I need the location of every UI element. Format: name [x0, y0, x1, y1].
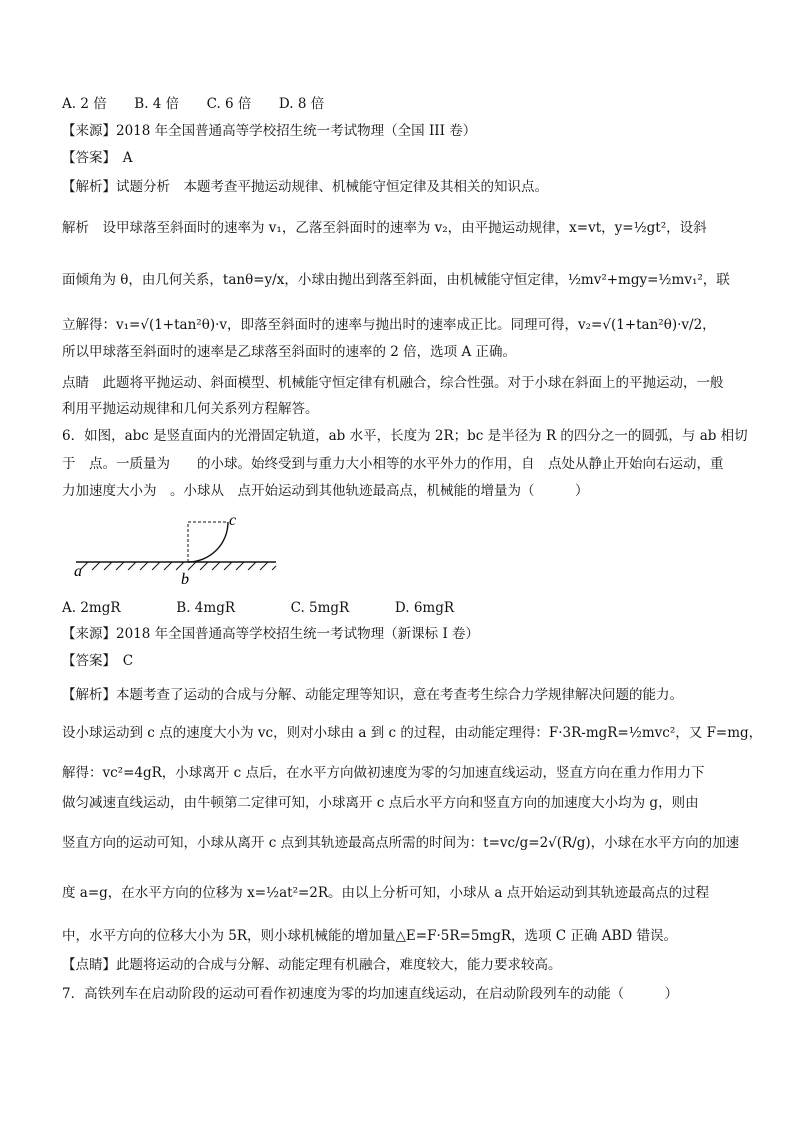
q6-analysis-line-1: 设小球运动到 c 点的速度大小为 vc，则对小球由 a 到 c 的过程，由动能定理得：F·3R-mgR=½mvc²，又 F=mg， — [62, 725, 763, 741]
q6-option-a: A. 2mgR — [62, 600, 121, 616]
q6-analysis-line-6: 中，水平方向的位移大小为 5R，则小球机械能的增加量△E=F·5R=5mgR，选项 C 正确 ABD 错误。 — [62, 928, 678, 944]
q5-option-d: D. 8 倍 — [278, 96, 325, 112]
q5-option-a: A. 2 倍 — [62, 96, 107, 112]
q5-analysis-line-2: 面倾角为 θ，由几何关系，tanθ=y/x，小球由抛出到落至斜面，由机械能守恒定律，½mv²+mgy=½mv₁²，联 — [62, 272, 730, 288]
q5-answer: 【答案】 A — [62, 150, 133, 166]
q5-analysis-line-4: 所以甲球落至斜面时的速率是乙球落至斜面时的速率的 2 倍，选项 A 正确。 — [62, 344, 517, 360]
q5-comment-line-1: 点睛 此题将平抛运动、斜面模型、机械能守恒定律有机融合，综合性强。对于小球在斜面上的平抛运动，一般 — [62, 375, 724, 391]
q6-comment: 【点睛】此题将运动的合成与分解、动能定理有机融合，难度较大，能力要求较高。 — [62, 957, 562, 973]
label-a: a — [74, 563, 82, 580]
q5-analysis-intro: 【解析】试题分析 本题考查平抛运动规律、机械能守恒定律及其相关的知识点。 — [62, 179, 548, 195]
q7-stem: 7．高铁列车在启动阶段的运动可看作初速度为零的均加速直线运动，在启动阶段列车的动能（ ） — [62, 986, 679, 1002]
ground-hatching — [80, 562, 276, 570]
q6-analysis-line-5: 度 a=g，在水平方向的位移为 x=½at²=2R。由以上分析可知，小球从 a 点开始运动到其轨迹最高点的过程 — [62, 885, 710, 901]
q5-options — [62, 95, 324, 113]
q5-analysis-line-3: 立解得：v₁=√(1+tan²θ)·v，即落至斜面时的速率与抛出时的速率成正比。同理可得，v₂=√(1+tan²θ)·v/2， — [62, 317, 716, 333]
q6-option-b: B. 4mgR — [176, 600, 235, 616]
q6-answer: 【答案】 C — [62, 653, 134, 669]
q5-option-b: B. 4 倍 — [134, 96, 180, 112]
q6-stem-line-1: 6．如图，abc 是竖直面内的光滑固定轨道，ab 水平，长度为 2R；bc 是半径为 R 的四分之一的圆弧，与 ab 相切 — [62, 428, 748, 444]
q5-option-c: C. 6 倍 — [206, 96, 252, 112]
label-c: c — [229, 512, 237, 529]
q6-options — [62, 599, 454, 617]
q6-analysis-line-2: 解得：vc²=4gR，小球离开 c 点后，在水平方向做初速度为零的匀加速直线运动，竖直方向在重力作用力下 — [62, 765, 705, 781]
q6-analysis-line-3: 做匀减速直线运动，由牛顿第二定律可知，小球离开 c 点后水平方向和竖直方向的加速度大小均为 g，则由 — [62, 795, 699, 811]
q6-option-d: D. 6mgR — [394, 600, 455, 616]
q5-comment-line-2: 利用平抛运动规律和几何关系列方程解答。 — [62, 401, 319, 417]
q5-source: 【来源】2018 年全国普通高等学校招生统一考试物理（全国 III 卷） — [62, 123, 477, 139]
q6-stem-line-3: 力加速度大小为 。小球从 点开始运动到其他轨迹最高点，机械能的增量为（ ） — [62, 483, 589, 499]
q6-source: 【来源】2018 年全国普通高等学校招生统一考试物理（新课标 I 卷） — [62, 626, 480, 642]
q6-track-figure — [70, 512, 280, 590]
label-b: b — [181, 571, 189, 588]
q6-analysis-intro: 【解析】本题考查了运动的合成与分解、动能定理等知识，意在考查考生综合力学规律解决问题的能力。 — [62, 687, 683, 703]
q6-stem-line-2: 于 点。一质量为 的小球。始终受到与重力大小相等的水平外力的作用，自 点处从静止开始向右运动，重 — [62, 456, 724, 472]
q6-analysis-line-4: 竖直方向的运动可知，小球从离开 c 点到其轨迹最高点所需的时间为：t=vc/g=2√(R/g)，小球在水平方向的加速 — [62, 835, 740, 851]
q5-analysis-line-1: 解析 设甲球落至斜面时的速率为 v₁，乙落至斜面时的速率为 v₂，由平抛运动规律，x=vt，y=½gt²，设斜 — [62, 220, 707, 236]
quarter-arc-bc — [188, 522, 228, 562]
q6-option-c: C. 5mgR — [290, 600, 350, 616]
